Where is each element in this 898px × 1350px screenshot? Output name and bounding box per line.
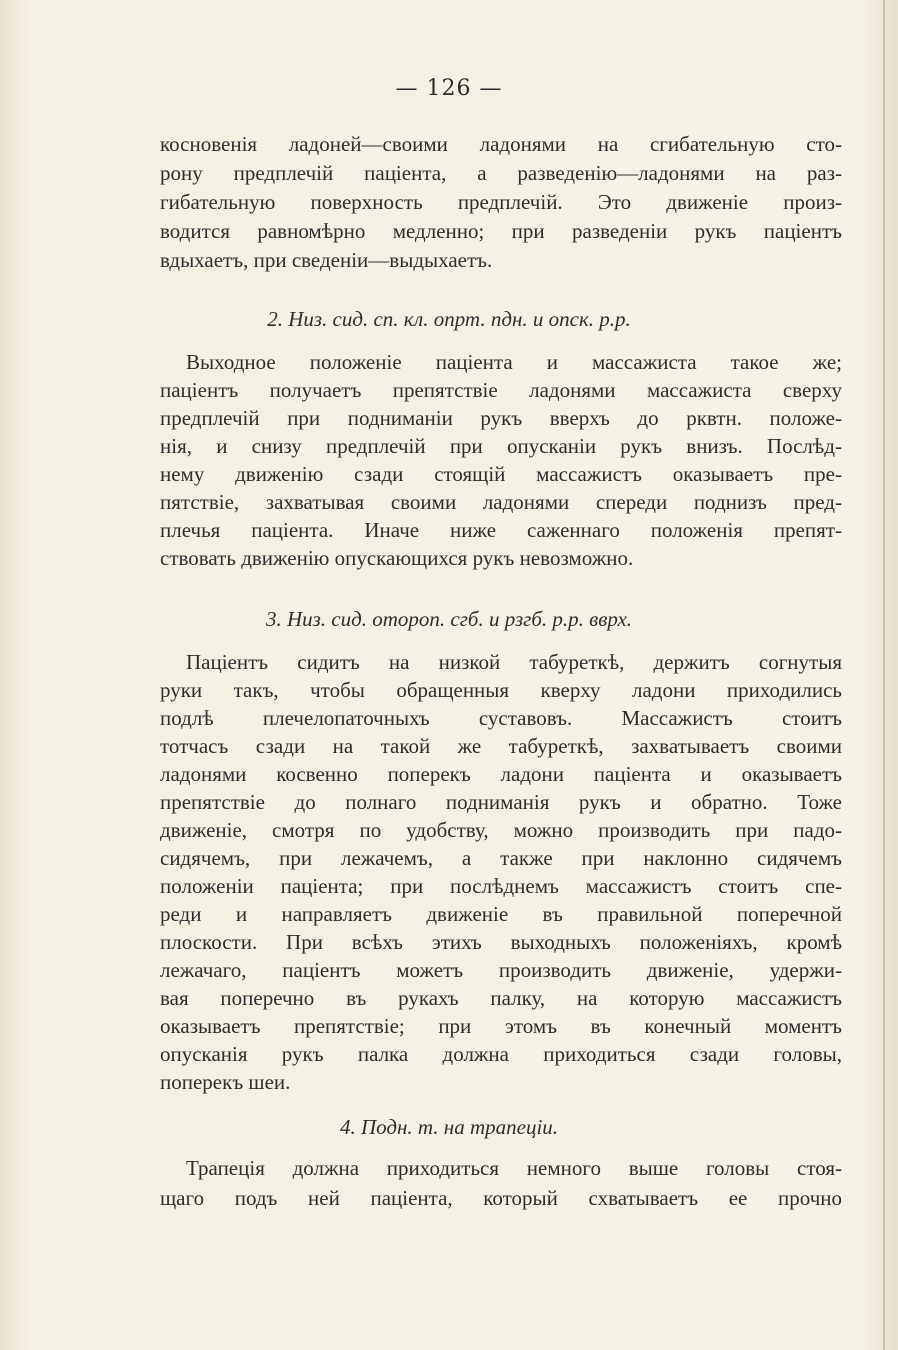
page-edge: [883, 0, 885, 1350]
section-heading: 2. Низ. сид. сп. кл. опрт. пдн. и опск. р.р.: [267, 307, 631, 331]
text-line: косновенія ладоней—своими ладонями на сгибательную сто-: [160, 132, 842, 156]
text-line: вая поперечно въ рукахъ палку, на которую массажистъ: [160, 986, 842, 1010]
text-line: рону предплечій пацiента, а разведенію—ладонями на раз-: [160, 161, 842, 185]
text-line: препятствіе до полнаго подниманія рукъ и обратно. Тоже: [160, 790, 842, 814]
text-line: щаго подъ ней пацiента, который схватываетъ ее прочно: [160, 1186, 842, 1210]
text-line: предплечій при подниманіи рукъ вверхъ до рквтн. положе-: [160, 406, 842, 430]
text-line: сидячемъ, при лежачемъ, а также при наклонно сидячемъ: [160, 846, 842, 870]
text-line: поперекъ шеи.: [160, 1070, 291, 1094]
text-line: водится равномѣрно медленно; при разведеніи рукъ пацiентъ: [160, 219, 842, 243]
text-line: гибательную поверхность предплечій. Это движеніе произ-: [160, 190, 842, 214]
text-line: нему движенію сзади стоящій массажистъ оказываетъ пре-: [160, 462, 842, 486]
text-line: ствовать движенію опускающихся рукъ невозможно.: [160, 546, 634, 570]
text-line: руки такъ, чтобы обращенныя кверху ладони приходились: [160, 678, 842, 702]
text-line: Пацiентъ сидитъ на низкой табуреткѣ, держитъ согнутыя: [186, 650, 842, 674]
text-line: реди и направляетъ движеніе въ правильной поперечной: [160, 902, 842, 926]
text-line: Выходное положеніе пацiента и массажиста такое же;: [186, 350, 842, 374]
text-line: лежачаго, пацiентъ можетъ производить движеніе, удержи-: [160, 958, 842, 982]
section-heading: 4. Подн. т. на трапеціи.: [339, 1115, 559, 1139]
text-line: тотчасъ сзади на такой же табуреткѣ, захватываетъ своими: [160, 734, 842, 758]
text-line: Трапеція должна приходиться немного выше головы стоя-: [186, 1156, 842, 1180]
text-line: подлѣ плечелопаточныхъ суставовъ. Массажистъ стоитъ: [160, 706, 842, 730]
text-line: оказываетъ препятствіе; при этомъ въ конечный моментъ: [160, 1014, 842, 1038]
text-line: движеніе, смотря по удобству, можно производить при падо-: [160, 818, 842, 842]
text-line: пацiентъ получаетъ препятствіе ладонями массажиста сверху: [160, 378, 842, 402]
text-line: положеніи пацiента; при послѣднемъ массажистъ стоитъ спе-: [160, 874, 842, 898]
section-heading: 3. Низ. сид. оторoп. сгб. и рзгб. р.р. вврх.: [265, 607, 633, 631]
text-line: опусканія рукъ палка должна приходиться сзади головы,: [160, 1042, 842, 1066]
text-line: плоскости. При всѣхъ этихъ выходныхъ положеніяхъ, кромѣ: [160, 930, 842, 954]
text-line: вдыхаетъ, при сведеніи—выдыхаетъ.: [160, 248, 493, 272]
text-line: пятствіе, захватывая своими ладонями спереди поднизъ пред-: [160, 490, 842, 514]
text-line: нія, и снизу предплечій при опусканіи рукъ внизъ. Послѣд-: [160, 434, 842, 458]
page-number: — 126 —: [395, 76, 503, 101]
text-line: плечья пацiента. Иначе ниже саженнаго положенія препят-: [160, 518, 842, 542]
text-line: ладонями косвенно поперекъ ладони пацiента и оказываетъ: [160, 762, 842, 786]
